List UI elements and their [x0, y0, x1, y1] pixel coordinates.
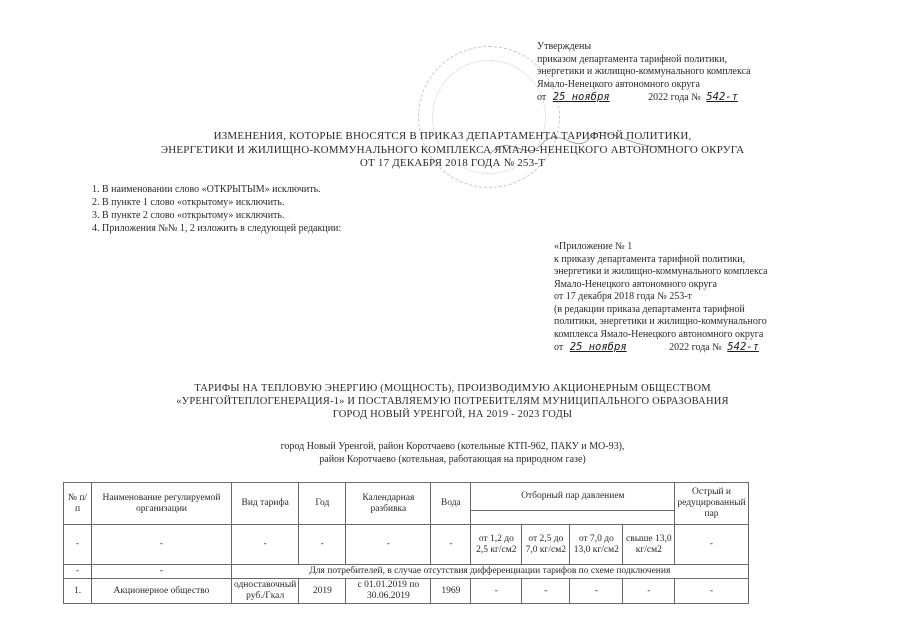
tariff-title-line: ТАРИФЫ НА ТЕПЛОВУЮ ЭНЕРГИЮ (МОЩНОСТЬ), ПРОИЗВОДИМУЮ АКЦИОНЕРНЫМ ОБЩЕСТВОМ	[194, 383, 711, 394]
table-cell: -	[299, 525, 346, 565]
approval-date-line	[537, 91, 751, 105]
row-p1: -	[471, 579, 522, 604]
header-tariff-type: Вид тарифа	[232, 483, 299, 525]
header-org: Наименование регулируемой организации	[92, 483, 232, 525]
table-row	[64, 525, 749, 565]
year-text: 2022 года №	[648, 92, 701, 103]
location-line: город Новый Уренгой, район Коротчаево (котельные КТП-962, ПАКУ и МО-93),	[280, 441, 625, 452]
location-line: район Коротчаево (котельная, работающая на природном газе)	[319, 454, 586, 465]
annex-line: Ямало-Ненецкого автономного округа	[554, 278, 717, 290]
annex-date-line	[554, 341, 768, 355]
row-year: 2019	[299, 579, 346, 604]
location-text	[0, 440, 905, 466]
annex-line: от 17 декабря 2018 года № 253-т	[554, 291, 692, 302]
section-row	[64, 565, 749, 579]
amendment-list	[92, 183, 341, 235]
row-sharp: -	[675, 579, 748, 604]
table-cell: -	[92, 565, 232, 579]
header-row	[64, 483, 749, 511]
annex-line: к приказу департамента тарифной политики,	[554, 253, 746, 265]
header-pressure-1: от 1,2 до 2,5 кг/см2	[471, 525, 522, 565]
list-item: 1. В наименовании слово «ОТКРЫТЫМ» исключить.	[92, 184, 321, 195]
row-p4: -	[623, 579, 675, 604]
header-year: Год	[299, 483, 346, 525]
handwritten-date: 25 ноября	[552, 91, 610, 103]
annex-line: энергетики и жилищно-коммунального комплекса	[554, 266, 768, 277]
header-pressure-4: свыше 13,0 кг/см2	[623, 525, 675, 565]
annex-line: политики, энергетики и жилищно-коммунального	[554, 316, 767, 327]
annex-line: комплекса Ямало-Ненецкого автономного округа	[554, 328, 764, 340]
header-num: № п/п	[64, 483, 92, 525]
handwritten-number: 542-т	[727, 341, 759, 353]
date-prefix: от	[537, 92, 547, 103]
row-calendar: с 01.01.2019 по 30.06.2019	[346, 579, 431, 604]
date-prefix: от	[554, 342, 564, 353]
approval-block	[537, 41, 751, 105]
row-org: Акционерное общество	[92, 579, 232, 604]
list-item: 3. В пункте 2 слово «открытому» исключить.	[92, 210, 285, 221]
list-item: 2. В пункте 1 слово «открытому» исключить.	[92, 197, 285, 208]
row-tariff-type: одноставочный руб./Гкал	[232, 579, 299, 604]
approval-line: Утверждены	[537, 41, 592, 52]
tariff-table	[63, 482, 749, 604]
approval-line: Ямало-Ненецкого автономного округа	[537, 78, 700, 90]
annex-block	[554, 241, 768, 355]
title-line: ЭНЕРГЕТИКИ И ЖИЛИЩНО-КОММУНАЛЬНОГО КОМПЛЕКСА ЯМАЛО-НЕНЕЦКОГО АВТОНОМНОГО ОКРУГА	[160, 143, 745, 156]
header-sharp: Острый и редуцированный пар	[675, 483, 748, 525]
title-line: ИЗМЕНЕНИЯ, КОТОРЫЕ ВНОСЯТСЯ В ПРИКАЗ ДЕПАРТАМЕНТА ТАРИФНОЙ ПОЛИТИКИ,	[213, 130, 692, 142]
year-text: 2022 года №	[669, 342, 722, 353]
annex-line: (в редакции приказа департамента тарифной	[554, 303, 745, 315]
list-item: 4. Приложения №№ 1, 2 изложить в следующей редакции:	[92, 223, 342, 234]
section-label: Для потребителей, в случае отсутствия дифференциации тарифов по схеме подключения	[232, 565, 749, 579]
table-cell: -	[675, 525, 748, 565]
tariff-title-line: «УРЕНГОЙТЕПЛОГЕНЕРАЦИЯ-1» И ПОСТАВЛЯЕМУЮ ПОТРЕБИТЕЛЯМ МУНИЦИПАЛЬНОГО ОБРАЗОВАНИЯ	[176, 396, 729, 407]
table-cell: -	[431, 525, 471, 565]
title-line: ОТ 17 ДЕКАБРЯ 2018 ГОДА № 253-Т	[359, 157, 546, 169]
header-pressure-3: от 7,0 до 13,0 кг/см2	[570, 525, 623, 565]
handwritten-date: 25 ноября	[569, 341, 627, 353]
table-cell: -	[346, 525, 431, 565]
table-row	[64, 579, 749, 604]
table-cell: -	[92, 525, 232, 565]
approval-line: энергетики и жилищно-коммунального комплекса	[537, 66, 751, 77]
row-p3: -	[570, 579, 623, 604]
header-pressure-2: от 2,5 до 7,0 кг/см2	[522, 525, 570, 565]
annex-line: «Приложение № 1	[554, 241, 633, 252]
document-title	[0, 130, 905, 171]
tariff-title-line: ГОРОД НОВЫЙ УРЕНГОЙ, НА 2019 - 2023 ГОДЫ	[332, 409, 573, 420]
table-cell: -	[64, 525, 92, 565]
approval-line: приказом департамента тарифной политики,	[537, 53, 727, 65]
table-cell: -	[232, 525, 299, 565]
header-calendar: Календарная разбивка	[346, 483, 431, 525]
table-cell: -	[64, 565, 92, 579]
header-steam: Отборный пар давлением	[471, 483, 675, 511]
header-water: Вода	[431, 483, 471, 525]
row-p2: -	[522, 579, 570, 604]
tariff-title	[0, 382, 905, 421]
row-water: 1969	[431, 579, 471, 604]
handwritten-number: 542-т	[706, 91, 738, 103]
row-num: 1.	[64, 579, 92, 604]
